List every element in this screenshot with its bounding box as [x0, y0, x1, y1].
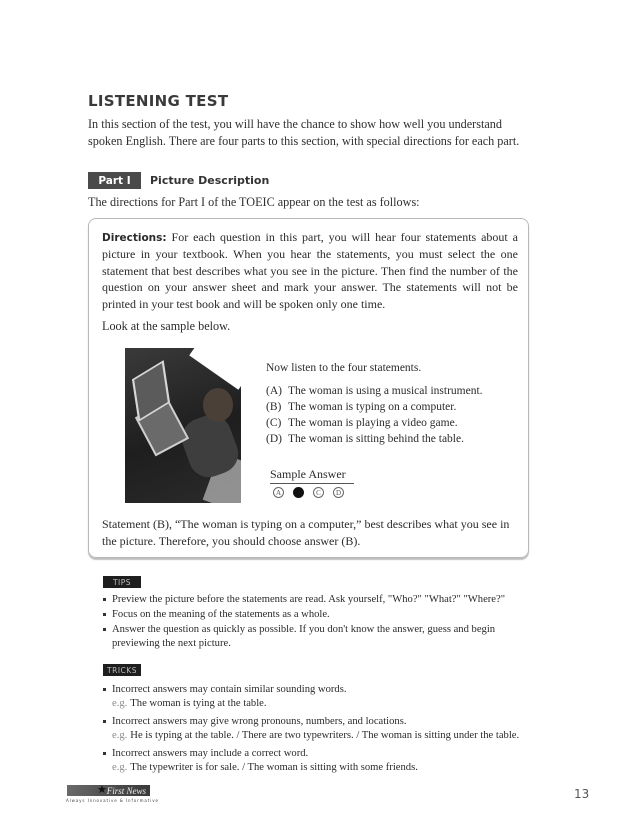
sample-lead: Look at the sample below. [102, 319, 231, 333]
tricks-label: TRICKS [103, 664, 141, 676]
page-number: 13 [574, 787, 590, 801]
bullet-icon [103, 598, 106, 601]
statement-item: (B) The woman is typing on a computer. [266, 401, 457, 413]
statement-item: (D) The woman is sitting behind the table. [266, 433, 464, 445]
directions-box [88, 218, 529, 558]
tips-label: TIPS [103, 576, 141, 588]
trick-item: Incorrect answers may contain similar sounding words. e.g. The woman is tying at the table. [103, 683, 533, 711]
tricks-list [103, 683, 533, 779]
part-badge: Part I [88, 172, 141, 189]
bullet-icon [103, 688, 106, 691]
star-icon: ★ [97, 783, 107, 796]
tip-item: Focus on the meaning of the statements as a whole. [103, 608, 533, 622]
trick-item: Incorrect answers may give wrong pronouns, numbers, and locations. e.g. He is typing at the table. / There are two typewriters. / The woman is sitting under the table. [103, 715, 533, 743]
trick-item: Incorrect answers may include a correct word. e.g. The typewriter is for sale. / The woman is sitting with some friends. [103, 747, 533, 775]
trick-example: e.g. The woman is tying at the table. [112, 698, 267, 709]
answer-bubble-c: C [313, 487, 324, 498]
tip-item: Answer the question as quickly as possible. If you don't know the answer, guess and begin previewing the next picture. [103, 623, 533, 651]
sample-answer [270, 467, 354, 498]
part-header [88, 172, 269, 189]
directions-body: For each question in this part, you will hear four statements about a picture in your textbook. When you hear the statements, you must select the one statement that best describes what you see in the picture. Then find the number of the question on your answer sheet and mark your answer. The statements will not be printed in your test book and will be spoken only one time. [102, 230, 518, 311]
answer-bubble-b-selected: B [293, 487, 304, 498]
listen-lead: Now listen to the four statements. [266, 362, 422, 374]
answer-bubble-a: A [273, 487, 284, 498]
publisher-tagline: Always Innovative & Informative [66, 798, 159, 803]
sample-photo [125, 348, 241, 503]
trick-example: e.g. He is typing at the table. / There are two typewriters. / The woman is sitting under the table. [112, 730, 520, 741]
trick-example: e.g. The typewriter is for sale. / The woman is sitting with some friends. [112, 762, 418, 773]
statement-item: (C) The woman is playing a video game. [266, 417, 458, 429]
section-intro: In this section of the test, you will have the chance to show how well you understand spoken English. There are four parts to this section, with special directions for each part. [88, 117, 520, 148]
tip-item: Preview the picture before the statements are read. Ask yourself, "Who?" "What?" "Where?" [103, 593, 533, 607]
section-title: LISTENING TEST [88, 92, 229, 110]
sample-answer-title: Sample Answer [270, 467, 354, 484]
part-lead: The directions for Part I of the TOEIC appear on the test as follows: [88, 195, 420, 209]
answer-bubbles [270, 487, 354, 498]
bullet-icon [103, 720, 106, 723]
statement-list [266, 383, 483, 447]
answer-bubble-d: D [333, 487, 344, 498]
tips-list [103, 593, 533, 652]
statement-item: (A) The woman is using a musical instrument. [266, 385, 483, 397]
publisher-logo [67, 785, 150, 796]
bullet-icon [103, 628, 106, 631]
directions-text [102, 229, 518, 312]
bullet-icon [103, 752, 106, 755]
publisher-name: First News [106, 785, 146, 796]
part-title: Picture Description [150, 174, 270, 187]
sample-conclusion: Statement (B), “The woman is typing on a computer,” best describes what you see in the picture. Therefore, you should choose answer (B). [102, 517, 510, 548]
bullet-icon [103, 613, 106, 616]
directions-label: Directions: [102, 232, 167, 244]
